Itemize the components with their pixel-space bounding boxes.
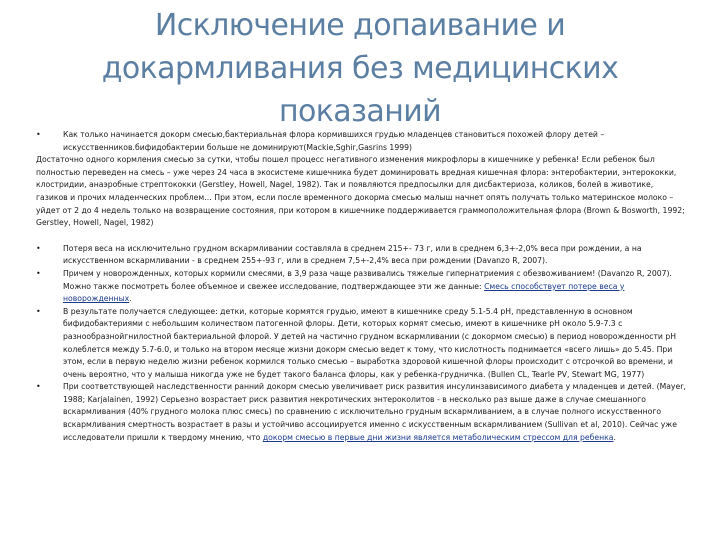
link-suffix: . [613,432,616,442]
bullet-text: Потеря веса на исключительно грудном вскармливании составляла в среднем 215+- 73 г, или в среднем 6,3+-2,0% веса при рождении, а на искусственном вскармливании - в среднем 255+-93 г, или в среднем 7,5+-2,4% веса при рождении (Davanzo R, 2007). [63,243,642,266]
bullet-mark: • [36,243,41,253]
bullet-text: Причем у новорожденных, которых кормили смесями, в 3,9 раза чаще развивались тяжелые гипернатриемия с обезвоживанием! (Davanzo R, 2007). Можно также посмотреть более объемное и свежее исследование, подтверждающее эти же данные: [63,268,672,291]
bullet-item [36,243,686,268]
bullet-mark: • [36,306,41,316]
slide-content [36,129,686,444]
weight-loss-link[interactable]: Смесь способствует потере веса у новорожденных [63,281,625,304]
bullet-item [36,268,686,306]
slide-title: Исключение допаивание и докармливания без медицинских показаний [101,8,619,129]
bullet-mark: • [36,130,41,139]
bullet-item [36,129,686,154]
bullet-text: В результате получается следующее: детки, которые кормятся грудью, имеют в кишечнике среду 5.1-5.4 pH, представленную в основном бифидобактериями с небольшим количеством патогенной флоры. Дети, которых кормят смесью, имеют в кишечнике pH около 5.9-7.3 с разнообразнойгнилостной бактериальной флорой. У детей на частично грудном вскармливании (с докормом смесью) в период новорожденности pH колеблется между 5.7-6.0, и только на втором месяце жизни докорм смесью ведет к тому, что кислотность поднимается «всего лишь» до 5.45. При этом, если в первую неделю жизни ребенок кормился только смесью – выработка здоровой кишечной флоры происходит с отсрочкой во времени, и очень вероятно, что у малыша никогда уже не будет такого баланса флоры, как у ребенка-грудничка. (Bullen CL, Tearle PV, Stewart MG, 1977) [63,306,677,379]
link-suffix: . [129,294,132,304]
body-paragraph: Достаточно одного кормления смесью за сутки, чтобы пошел процесс негативного изменения микрофлоры в кишечнике у ребенка! Если ребенок был полностью переведен на смесь – уже через 24 часа в экосистеме кишечника будет доминировать вредная кишечная флора: энтеробактерии, энтерококки, клостридии, анаэробные стрептококки (Gerstley, Howell, Nagel, 1982). Так и появляются предпосылки для дисбактериоза, коликов, болей в животике, газиков и прочих младенческих проблем… При этом, если после временного докорма смесью малыш начнет опять получать только материнское молоко – уйдет от 2 до 4 недель только на возвращение состояния, при котором в кишечнике поддерживается граммоположительная флора (Brown & Bosworth, 1992; Gerstley, Howell, Nagel, 1982) [36,155,685,228]
metabolic-stress-link[interactable]: докорм смесью в первые дни жизни является метаболическим стрессом для ребенка [262,432,614,442]
bullet-mark: • [36,382,41,392]
bullet-mark: • [36,268,41,278]
bullet-item [36,381,686,444]
bullet-text: При соответствующей наследственности ранний докорм смесью увеличивает риск развития инсулинзависимого диабета у младенцев и детей. (Mayer, 1988; Karjalainen, 1992) Серьезно возрастает риск развития некротических энтероколитов - в несколько раз выше даже в случае смешанного вскармливания (40% грудного молока плюс смесь) по сравнению с исключительно грудным вскармливанием, а в случае полного искусственного вскармливания смертность возрастает в разы и устойчиво ассоциируется именно с искусственным вскармливанием (Sullivan et al, 2010). Сейчас уже исследователи пришли к твердому мнению, что [63,382,686,442]
bullet-item [36,306,686,382]
bullet-text: Как только начинается докорм смесью,бактериальная флора кормившихся грудью младенцев становиться похожей флору детей – искусственников.бифидобактерии больше не доминируют(Mackie,Sghir,Gasrins 1999) [63,130,605,152]
